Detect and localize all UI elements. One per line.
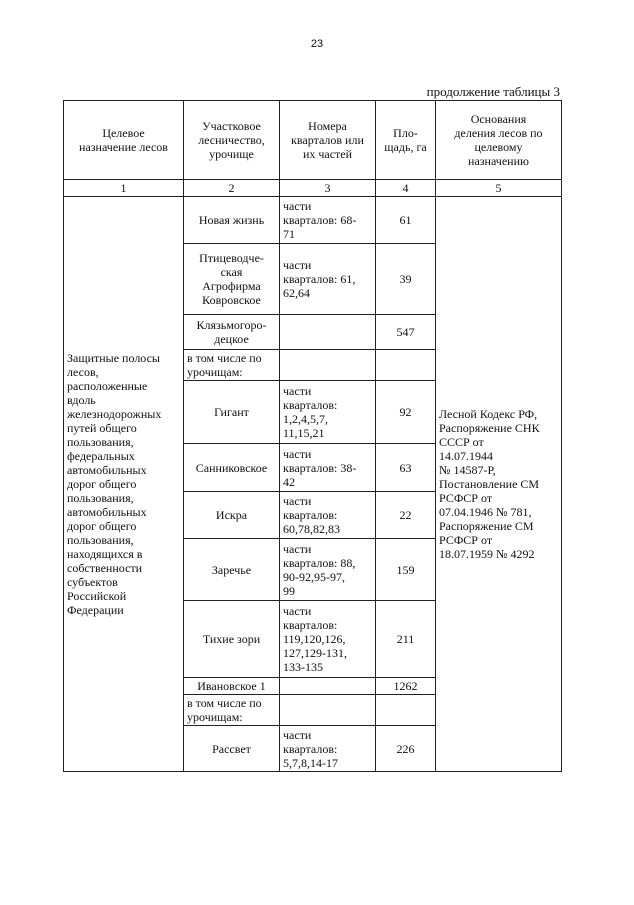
quarters-cell [280,350,376,381]
area-cell: 226 [376,726,436,772]
column-number-row [64,180,562,197]
forestry-cell: Ивановское 1 [184,678,280,695]
header-purpose: Целевое назначение лесов [64,101,184,180]
quarters-cell: части кварталов: 38- 42 [280,444,376,492]
quarters-cell: части кварталов: 68- 71 [280,197,376,244]
quarters-cell: части кварталов: 119,120,126, 127,129-131, 133-135 [280,601,376,678]
column-number: 2 [184,180,280,197]
purpose-cell: Защитные полосы лесов, расположенные вдоль железнодорожных путей общего пользования, федеральных автомобильных дорог общего пользования, автомобильных дорог общего пользования, находящихся в собственности субъектов Российской Федерации [64,197,184,772]
column-number: 5 [436,180,562,197]
forestry-cell: Гигант [184,381,280,444]
quarters-cell [280,695,376,726]
forestry-cell: Санниковское [184,444,280,492]
header-quarters: Номера кварталов или их частей [280,101,376,180]
area-cell [376,350,436,381]
forestry-cell: в том числе по урочищам: [184,350,280,381]
header-basis: Основания деления лесов по целевому назначению [436,101,562,180]
forestry-cell: Рассвет [184,726,280,772]
quarters-cell: части кварталов: 61, 62,64 [280,244,376,315]
area-cell: 547 [376,315,436,350]
quarters-cell: части кварталов: 1,2,4,5,7, 11,15,21 [280,381,376,444]
forestry-cell: Птицеводче- ская Агрофирма Ковровское [184,244,280,315]
table-continuation-label: продолжение таблицы 3 [426,84,560,99]
forest-purpose-table [63,100,562,772]
area-cell: 159 [376,539,436,601]
forestry-cell: Искра [184,492,280,539]
area-cell [376,695,436,726]
basis-cell: Лесной Кодекс РФ, Распоряжение СНК СССР от 14.07.1944 № 14587-Р, Постановление СМ РСФСР от 07.04.1946 № 781, Распоряжение СМ РСФСР от 18.07.1959 № 4292 [436,197,562,772]
area-cell: 1262 [376,678,436,695]
table-row [64,197,562,244]
column-number: 1 [64,180,184,197]
quarters-cell: части кварталов: 5,7,8,14-17 [280,726,376,772]
header-forestry: Участковое лесничество, урочище [184,101,280,180]
page-number: 23 [310,38,324,50]
area-cell: 211 [376,601,436,678]
forestry-cell: Новая жизнь [184,197,280,244]
forestry-cell: в том числе по урочищам: [184,695,280,726]
quarters-cell: части кварталов: 88, 90-92,95-97, 99 [280,539,376,601]
area-cell: 22 [376,492,436,539]
quarters-cell: части кварталов: 60,78,82,83 [280,492,376,539]
forestry-cell: Заречье [184,539,280,601]
area-cell: 63 [376,444,436,492]
header-area: Пло- щадь, га [376,101,436,180]
table-header-row [64,101,562,180]
column-number: 3 [280,180,376,197]
quarters-cell [280,315,376,350]
forestry-cell: Клязьмогоро- децкое [184,315,280,350]
quarters-cell [280,678,376,695]
area-cell: 92 [376,381,436,444]
forestry-cell: Тихие зори [184,601,280,678]
area-cell: 39 [376,244,436,315]
area-cell: 61 [376,197,436,244]
column-number: 4 [376,180,436,197]
